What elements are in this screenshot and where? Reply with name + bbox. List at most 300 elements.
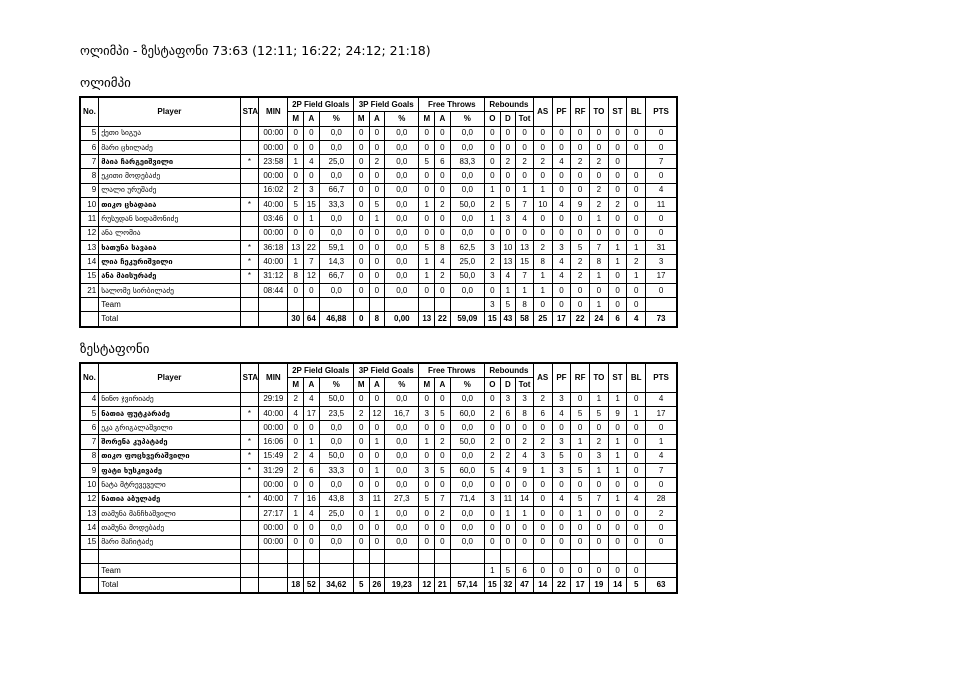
stat-rf: 0: [571, 283, 590, 297]
stat-bl: 0: [627, 506, 646, 520]
stat-o: 1: [485, 212, 501, 226]
stat-m3: 0: [353, 521, 369, 535]
stat-rf: 1: [571, 435, 590, 449]
player-number: 9: [80, 183, 99, 197]
stat-st: 9: [608, 406, 627, 420]
stat-a2: 0: [304, 140, 320, 154]
total-stat-as: 25: [533, 312, 552, 327]
stat-p3: 0,0: [385, 126, 419, 140]
player-name: ანა ლომია: [99, 226, 240, 240]
stat-p2: 14,3: [319, 255, 353, 269]
stat-m3: 0: [353, 226, 369, 240]
stat-a3: 0: [369, 478, 385, 492]
minutes: 15:49: [259, 449, 288, 463]
stat-pf: 0: [552, 212, 571, 226]
starter-mark: [240, 126, 259, 140]
team-stat-d: 5: [500, 298, 516, 312]
stat-p2: 0,0: [319, 226, 353, 240]
stat-o: 3: [485, 240, 501, 254]
player-number: 14: [80, 521, 99, 535]
blank-cell: [80, 298, 99, 312]
total-stat-pft: 59,09: [450, 312, 484, 327]
total-stat-st: 6: [608, 312, 627, 327]
stat-pf: 0: [552, 506, 571, 520]
stat-st: 0: [608, 421, 627, 435]
blank-cell: [571, 549, 590, 563]
header-st: ST: [608, 97, 627, 126]
minutes: 36:18: [259, 240, 288, 254]
blank-cell: [385, 564, 419, 578]
team-stat-bl: 0: [627, 298, 646, 312]
stat-aft: 0: [435, 169, 451, 183]
total-row-label: Total: [99, 312, 240, 327]
stat-m2: 0: [288, 140, 304, 154]
blank-cell: [259, 298, 288, 312]
stat-as: 2: [533, 392, 552, 406]
player-name: ფატი ხუსკივაძე: [99, 464, 240, 478]
player-name: ნათია ფუტკარაძე: [99, 406, 240, 420]
stat-as: 3: [533, 449, 552, 463]
stat-to: 7: [589, 240, 608, 254]
team-stat-tot: 8: [516, 298, 534, 312]
stat-o: 0: [485, 421, 501, 435]
total-stat-to: 24: [589, 312, 608, 327]
stat-pf: 3: [552, 392, 571, 406]
blank-cell: [240, 578, 259, 593]
stat-pft: 50,0: [450, 198, 484, 212]
team-row: [80, 298, 677, 312]
stat-bl: 0: [627, 478, 646, 492]
minutes: 31:29: [259, 464, 288, 478]
player-number: 8: [80, 449, 99, 463]
stat-o: 0: [485, 226, 501, 240]
total-stat-tot: 58: [516, 312, 534, 327]
stat-m2: 2: [288, 392, 304, 406]
stat-pf: 4: [552, 155, 571, 169]
stat-o: 0: [485, 506, 501, 520]
blank-cell: [385, 298, 419, 312]
stat-p2: 0,0: [319, 212, 353, 226]
stat-m3: 0: [353, 435, 369, 449]
stat-m2: 0: [288, 226, 304, 240]
stat-m2: 2: [288, 464, 304, 478]
stat-o: 0: [485, 169, 501, 183]
starter-mark: [240, 212, 259, 226]
stat-pts: 31: [646, 240, 677, 254]
stat-d: 0: [500, 183, 516, 197]
stat-to: 5: [589, 406, 608, 420]
blank-cell: [385, 549, 419, 563]
stat-pf: 0: [552, 478, 571, 492]
stat-rf: 0: [571, 535, 590, 549]
total-stat-a2: 64: [304, 312, 320, 327]
stat-a2: 7: [304, 255, 320, 269]
stat-p2: 0,0: [319, 421, 353, 435]
stat-aft: 0: [435, 140, 451, 154]
stat-m2: 0: [288, 126, 304, 140]
stat-to: 0: [589, 478, 608, 492]
stat-m2: 0: [288, 535, 304, 549]
stat-mft: 0: [419, 421, 435, 435]
subheader-made: M: [419, 378, 435, 392]
blank-cell: [627, 549, 646, 563]
stat-pft: 0,0: [450, 212, 484, 226]
player-number: 15: [80, 535, 99, 549]
stat-tot: 0: [516, 169, 534, 183]
minutes: 03:46: [259, 212, 288, 226]
stat-tot: 1: [516, 506, 534, 520]
starter-mark: [240, 506, 259, 520]
player-name: ლია ჩეკურიშვილი: [99, 255, 240, 269]
team-stat-as: 0: [533, 564, 552, 578]
minutes: 00:00: [259, 169, 288, 183]
stat-pft: 71,4: [450, 492, 484, 506]
stat-tot: 0: [516, 478, 534, 492]
stat-tot: 0: [516, 535, 534, 549]
player-row: [80, 226, 677, 240]
player-name: ეკა გრიგალაშვილი: [99, 421, 240, 435]
stat-m3: 2: [353, 406, 369, 420]
stat-aft: 0: [435, 521, 451, 535]
minutes: 00:00: [259, 421, 288, 435]
starter-mark: [240, 421, 259, 435]
subheader-total: Tot: [516, 378, 534, 392]
header-bl: BL: [627, 363, 646, 392]
stat-pft: 50,0: [450, 435, 484, 449]
stat-st: 0: [608, 126, 627, 140]
subheader-attempted: A: [304, 112, 320, 126]
total-stat-a2: 52: [304, 578, 320, 593]
stat-m2: 0: [288, 478, 304, 492]
stat-p3: 0,0: [385, 464, 419, 478]
header-row: [80, 363, 677, 378]
stat-o: 0: [485, 392, 501, 406]
blank-cell: [288, 298, 304, 312]
subheader-total: Tot: [516, 112, 534, 126]
stat-tot: 1: [516, 183, 534, 197]
stat-pts: 17: [646, 269, 677, 283]
stat-pts: 0: [646, 126, 677, 140]
stat-rf: 0: [571, 521, 590, 535]
stat-pf: 0: [552, 126, 571, 140]
stat-a3: 11: [369, 492, 385, 506]
team-stat-o: 3: [485, 298, 501, 312]
header-row: [80, 97, 677, 112]
subheader-made: M: [288, 378, 304, 392]
stat-pft: 25,0: [450, 255, 484, 269]
starter-mark: *: [240, 435, 259, 449]
stat-p2: 50,0: [319, 449, 353, 463]
stat-m2: 0: [288, 169, 304, 183]
stat-bl: 0: [627, 169, 646, 183]
stat-p2: 33,3: [319, 464, 353, 478]
starter-mark: *: [240, 255, 259, 269]
header-sta: STA: [240, 363, 259, 392]
stat-a2: 4: [304, 155, 320, 169]
stat-rf: 0: [571, 392, 590, 406]
stat-pts: 3: [646, 255, 677, 269]
stat-pf: 0: [552, 535, 571, 549]
player-number: 11: [80, 212, 99, 226]
stat-a2: 17: [304, 406, 320, 420]
stat-aft: 0: [435, 535, 451, 549]
blank-cell: [485, 549, 501, 563]
stat-p3: 16,7: [385, 406, 419, 420]
stat-m2: 0: [288, 435, 304, 449]
stat-d: 2: [500, 155, 516, 169]
header-rf: RF: [571, 363, 590, 392]
stat-as: 1: [533, 269, 552, 283]
player-row: [80, 535, 677, 549]
stat-pts: 4: [646, 183, 677, 197]
stat-p2: 0,0: [319, 521, 353, 535]
player-row: [80, 183, 677, 197]
stat-rf: 0: [571, 140, 590, 154]
stat-mft: 0: [419, 478, 435, 492]
stat-p3: 0,0: [385, 521, 419, 535]
team-stat-pf: 0: [552, 564, 571, 578]
stat-a3: 0: [369, 283, 385, 297]
starter-mark: *: [240, 269, 259, 283]
stat-tot: 0: [516, 521, 534, 535]
total-stat-mft: 13: [419, 312, 435, 327]
stat-d: 4: [500, 269, 516, 283]
stat-pf: 3: [552, 435, 571, 449]
stat-a2: 4: [304, 506, 320, 520]
starter-mark: [240, 535, 259, 549]
stat-aft: 7: [435, 492, 451, 506]
blank-cell: [435, 298, 451, 312]
stat-pft: 60,0: [450, 464, 484, 478]
stat-tot: 14: [516, 492, 534, 506]
blank-cell: [450, 549, 484, 563]
player-name: მაია ჩარგეიშვილი: [99, 155, 240, 169]
stat-aft: 2: [435, 435, 451, 449]
header-min: MIN: [259, 363, 288, 392]
stat-p2: 43,8: [319, 492, 353, 506]
stat-m3: 0: [353, 240, 369, 254]
header-bl: BL: [627, 97, 646, 126]
stat-pts: 11: [646, 198, 677, 212]
stat-m2: 13: [288, 240, 304, 254]
blank-cell: [240, 312, 259, 327]
blank-cell: [240, 549, 259, 563]
blank-cell: [319, 549, 353, 563]
stat-mft: 1: [419, 198, 435, 212]
total-stat-st: 14: [608, 578, 627, 593]
stat-pf: 0: [552, 140, 571, 154]
player-name: ქეთი სიგუა: [99, 126, 240, 140]
starter-mark: *: [240, 406, 259, 420]
stat-a3: 1: [369, 506, 385, 520]
header-as: AS: [533, 97, 552, 126]
stat-to: 2: [589, 198, 608, 212]
starter-mark: *: [240, 155, 259, 169]
stat-bl: 1: [627, 240, 646, 254]
stat-p2: 0,0: [319, 435, 353, 449]
stat-m3: 0: [353, 283, 369, 297]
stat-m2: 0: [288, 421, 304, 435]
stat-p2: 66,7: [319, 183, 353, 197]
minutes: 00:00: [259, 535, 288, 549]
subheader-made: M: [288, 112, 304, 126]
stat-rf: 2: [571, 269, 590, 283]
stat-pts: 17: [646, 406, 677, 420]
stat-m2: 1: [288, 506, 304, 520]
player-row: [80, 392, 677, 406]
team-stat-st: 0: [608, 564, 627, 578]
stat-pft: 0,0: [450, 521, 484, 535]
player-row: [80, 155, 677, 169]
player-row: [80, 198, 677, 212]
stat-aft: 2: [435, 269, 451, 283]
starter-mark: *: [240, 492, 259, 506]
stat-mft: 0: [419, 126, 435, 140]
stat-bl: 0: [627, 392, 646, 406]
stat-aft: 0: [435, 212, 451, 226]
stat-mft: 5: [419, 492, 435, 506]
stat-bl: 0: [627, 198, 646, 212]
minutes: 00:00: [259, 478, 288, 492]
stat-bl: 0: [627, 283, 646, 297]
stat-bl: 2: [627, 255, 646, 269]
stat-st: 0: [608, 169, 627, 183]
stat-pts: 0: [646, 212, 677, 226]
player-name: თამუნა მოდებაძე: [99, 521, 240, 535]
stat-pf: 0: [552, 226, 571, 240]
stat-pts: 2: [646, 506, 677, 520]
stat-tot: 0: [516, 226, 534, 240]
blank-cell: [259, 312, 288, 327]
subheader-offensive: O: [485, 378, 501, 392]
stat-tot: 0: [516, 126, 534, 140]
starter-mark: *: [240, 198, 259, 212]
player-name: ხათუნა სავაია: [99, 240, 240, 254]
stat-st: 0: [608, 535, 627, 549]
stat-m3: 0: [353, 140, 369, 154]
blank-cell: [450, 564, 484, 578]
stat-a2: 0: [304, 535, 320, 549]
stat-to: 1: [589, 212, 608, 226]
stat-tot: 2: [516, 155, 534, 169]
stat-p2: 66,7: [319, 269, 353, 283]
stat-st: 0: [608, 183, 627, 197]
stat-bl: 0: [627, 464, 646, 478]
blank-cell: [353, 564, 369, 578]
stat-m2: 1: [288, 255, 304, 269]
stat-tot: 8: [516, 406, 534, 420]
minutes: 23:58: [259, 155, 288, 169]
total-stat-m3: 5: [353, 578, 369, 593]
stat-st: 0: [608, 269, 627, 283]
blank-cell: [369, 564, 385, 578]
stat-to: 2: [589, 435, 608, 449]
stat-a3: 0: [369, 255, 385, 269]
player-name: მარი მაჩიტაძე: [99, 535, 240, 549]
stat-a2: 12: [304, 269, 320, 283]
stat-pts: 0: [646, 283, 677, 297]
total-stat-aft: 22: [435, 312, 451, 327]
header-to: TO: [589, 97, 608, 126]
stat-to: 0: [589, 421, 608, 435]
stat-pft: 0,0: [450, 183, 484, 197]
stat-o: 0: [485, 155, 501, 169]
stat-a2: 0: [304, 169, 320, 183]
stat-rf: 5: [571, 406, 590, 420]
stat-tot: 1: [516, 283, 534, 297]
stat-rf: 0: [571, 226, 590, 240]
blank-cell: [589, 549, 608, 563]
stat-p2: 23,5: [319, 406, 353, 420]
team-stat-to: 0: [589, 564, 608, 578]
stat-d: 3: [500, 212, 516, 226]
player-row: [80, 435, 677, 449]
player-name: რუსუდან სიდამონიძე: [99, 212, 240, 226]
subheader-defensive: D: [500, 112, 516, 126]
stat-st: 1: [608, 255, 627, 269]
stat-pft: 60,0: [450, 406, 484, 420]
subheader-attempted: A: [435, 112, 451, 126]
stat-pts: 0: [646, 478, 677, 492]
stat-as: 2: [533, 240, 552, 254]
stat-aft: 0: [435, 449, 451, 463]
stat-m3: 0: [353, 126, 369, 140]
stat-o: 0: [485, 283, 501, 297]
stat-st: 0: [608, 155, 627, 169]
stat-a2: 1: [304, 212, 320, 226]
stat-tot: 0: [516, 140, 534, 154]
player-row: [80, 449, 677, 463]
stat-a2: 22: [304, 240, 320, 254]
header-min: MIN: [259, 97, 288, 126]
stat-p3: 0,0: [385, 169, 419, 183]
player-row: [80, 255, 677, 269]
stat-to: 3: [589, 449, 608, 463]
header-3p-field-goals: 3P Field Goals: [353, 97, 419, 112]
stat-mft: 0: [419, 183, 435, 197]
stat-a2: 15: [304, 198, 320, 212]
stat-pft: 83,3: [450, 155, 484, 169]
stat-tot: 0: [516, 421, 534, 435]
player-number: 4: [80, 392, 99, 406]
player-number: 13: [80, 240, 99, 254]
stat-as: 0: [533, 140, 552, 154]
box-score-table-away: [79, 362, 678, 594]
stat-as: 0: [533, 535, 552, 549]
total-stat-p2: 46,88: [319, 312, 353, 327]
player-name: ნინო ჯვირიაძე: [99, 392, 240, 406]
stat-pf: 0: [552, 283, 571, 297]
header-2p-field-goals: 2P Field Gloals: [288, 363, 354, 378]
stat-mft: 3: [419, 406, 435, 420]
stat-mft: 0: [419, 283, 435, 297]
total-stat-pft: 57,14: [450, 578, 484, 593]
stat-a3: 2: [369, 155, 385, 169]
stat-as: 0: [533, 226, 552, 240]
blank-cell: [319, 564, 353, 578]
stat-pft: 0,0: [450, 140, 484, 154]
stat-as: 8: [533, 255, 552, 269]
stat-pft: 0,0: [450, 392, 484, 406]
stat-p3: 0,0: [385, 140, 419, 154]
total-stat-d: 43: [500, 312, 516, 327]
stat-pts: 1: [646, 435, 677, 449]
stat-p2: 0,0: [319, 126, 353, 140]
stat-as: 1: [533, 464, 552, 478]
player-number: 14: [80, 255, 99, 269]
stat-st: 2: [608, 198, 627, 212]
blank-cell: [259, 564, 288, 578]
